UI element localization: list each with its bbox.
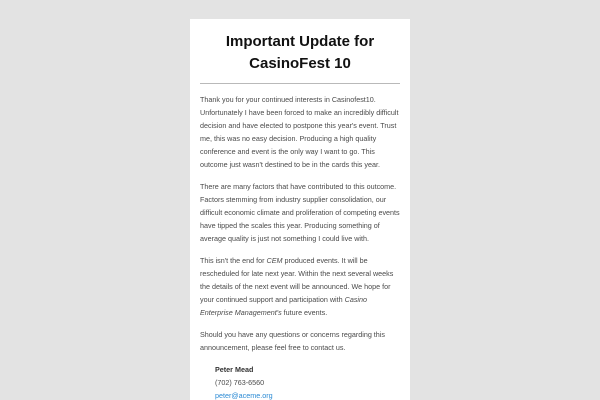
contact-email-link[interactable]: peter@aceme.org xyxy=(215,391,273,400)
company-emphasis: Casino Enterprise Management's xyxy=(200,295,368,317)
title-line-1: Important Update for xyxy=(225,33,375,50)
paragraph-factors: There are many factors that have contributed to this outcome. Factors stemming from industry supplier consolidation, our difficult economic climate and proliferation of competing events have tipped the scales this year. Producing something of average quality is just not something I could live with. xyxy=(200,182,400,243)
future-text-1: This isn't the end for xyxy=(200,256,267,265)
contact-block xyxy=(215,363,400,400)
title-divider xyxy=(200,83,400,84)
paragraph-intro: Thank you for your continued interests in Casinofest10. Unfortunately I have been forced to make an incredibly difficult decision and have elected to postpone this year's event. Trust me, this was no easy decision. Producing a high quality conference and event is the only way I want to go. This outcome just wasn't destined to be in the cards this year. xyxy=(200,95,399,169)
future-text-3: future events. xyxy=(281,308,328,317)
cem-emphasis: CEM xyxy=(266,256,283,265)
title-line-2: CasinoFest 10 xyxy=(249,55,351,72)
paragraph-future xyxy=(200,254,400,319)
contact-name: Peter Mead xyxy=(215,365,254,374)
page-title xyxy=(200,31,400,75)
future-text-2: produced events. It will be rescheduled for late next year. Within the next several weeks the details of the next event will be announced. We hope for your continued support and participation with xyxy=(200,256,394,304)
announcement-card xyxy=(190,19,410,400)
paragraph-contact: Should you have any questions or concerns regarding this announcement, please feel free to contact us. xyxy=(200,330,385,352)
contact-phone: (702) 763-6560 xyxy=(215,378,265,387)
